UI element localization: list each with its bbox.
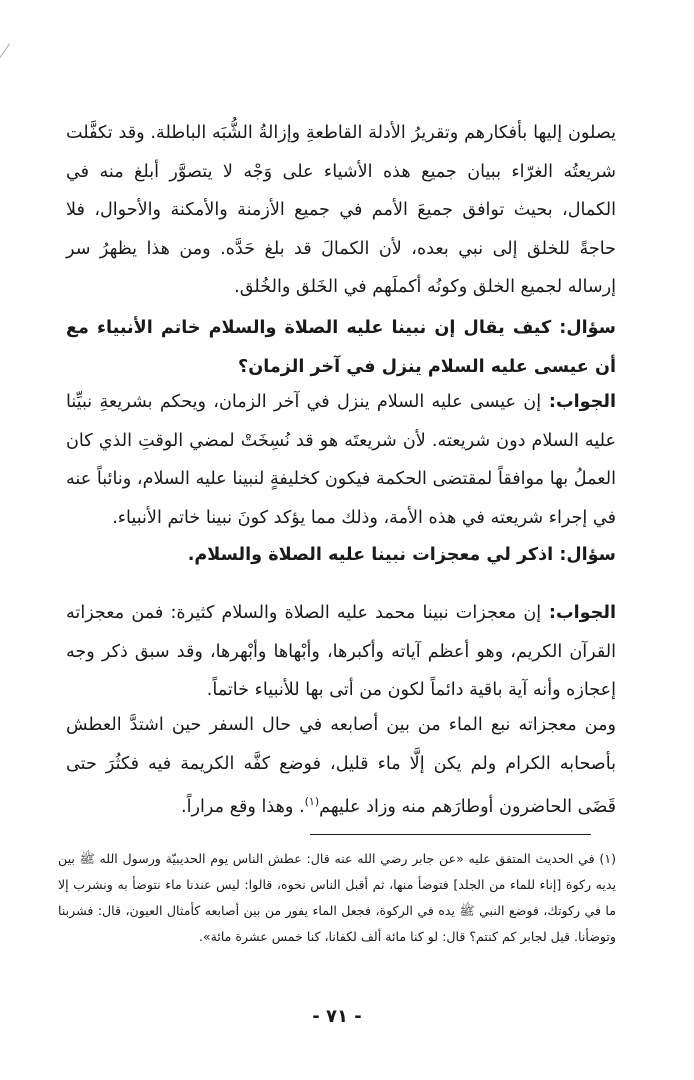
answer-label: الجواب bbox=[555, 392, 616, 412]
question-label: س‍ؤال bbox=[566, 318, 616, 338]
paragraph-text: ومن معجزاته نبع الماء من بين أصابعه في حال السفر حين اشتدَّ العطش بأصحابه الكرام ولم يكن إلَّا ماء قليل، فوضع كفَّه الكريمة فيه فكثُرَ حتى قَضَى الحاضرون أوطارَهم منه وزاد عليهم bbox=[66, 715, 616, 818]
footnote bbox=[58, 846, 616, 950]
answer-text: إن عيسى عليه السلام ينزل في آخر الزمان، ويحكم بشريعةِ نبيِّنا عليه السلام دون شريعته. لأن شريعتَه هو قد نُسِخَتْ لمضي الوقتِ الذي كان العملُ بها موافقاً لمقتضى الحكمة فيكون كخليفةٍ لنبينا عليه السلام، ونائباً عنه في إجراء شريعته في هذه الأمة، وذلك مما يؤكد كونَ نبينا خاتم الأنبياء. bbox=[66, 392, 616, 528]
answer-text: إن معجزات نبينا محمد عليه الصلاة والسلام كثيرة: فمن معجزاته القرآن الكريم، وهو أعظم آياته وأكبرها، وأبْهاها وأبْهرها، وقد سبق ذكر وجه إعجازه وأنه آية باقية دائماً لكون من أتى بها للأنبياء خاتماً. bbox=[66, 603, 616, 701]
intro-text: يصلون إليها بأفكارهم وتقريرُ الأدلة القاطعةِ وإزالةُ الشُّبَه الباطلة. وقد تكفَّلت شريعتُه الغرّاء ببيان جميع هذه الأشياء على وَجْه لا يتصوَّر أبلغ منه في الكمال، بحيث توافق جميعَ الأمم في جميع الأزمنة والأمكنة والأحوال، فلا حاجةً للخلق إلى نبي بعده، لأن الكمالَ قد بلغ حَدَّه. ومن هذا يظهرُ سر إرساله لجميع الخلق وكونُه أكملَهم في الخَلق والخُلق. bbox=[66, 123, 616, 298]
margin-mark bbox=[0, 44, 21, 69]
question-2: س‍ؤال: اذكر لي معجزات نبينا عليه الصلاة والسلام. bbox=[187, 545, 616, 565]
question-text: اذكر لي معجزات نبينا عليه الصلاة والسلام. bbox=[187, 545, 554, 565]
footnote-reference[interactable]: (١) bbox=[304, 795, 320, 809]
footnote-divider bbox=[310, 834, 591, 835]
answer-2: الجواب: إن معجزات نبينا محمد عليه الصلاة والسلام كثيرة: فمن معجزاته القرآن الكريم، وهو أعظم آياته وأكبرها، وأبْهاها وأبْهرها، وقد سبق ذكر وجه إعجازه وأنه آية باقية دائماً لكون من أتى بها للأنبياء خاتماً. bbox=[66, 603, 616, 701]
answer-label: الجواب bbox=[555, 603, 616, 623]
question-1: س‍ؤال: كيف يقال إن نبينا عليه الصلاة والسلام خاتم الأنبياء مع أن عيسى عليه السلام ينزل في آخر الزمان؟ bbox=[66, 318, 616, 377]
footnote-text: (١) في الحديث المتفق عليه «عن جابر رضي الله عنه قال: عطش الناس يوم الحديبيّة ورسول الله ﷺ بين يديه ركوة [إناء للماء من الجلد] فتوضأ منها، ثم أقبل الناس نحوه، قالوا: ليس عندنا ماء نتوضأ به ونشرب إلا ما في ركوتك، فوضع النبي ﷺ يده في الركوة، فجعل الماء يفور من بين أصابعه كأمثال العيون، قال: فشربنا وتوضأنا. قيل لجابر كم كنتم؟ قال: لو كنا مائة ألف لكفانا، كنا خمس عشرة مائة». bbox=[58, 851, 616, 944]
answer-1: الجواب: إن عيسى عليه السلام ينزل في آخر الزمان، ويحكم بشريعةِ نبيِّنا عليه السلام دون شريعته. لأن شريعتَه هو قد نُسِخَتْ لمضي الوقتِ الذي كان العملُ بها موافقاً لمقتضى الحكمة فيكون كخليفةٍ لنبينا عليه السلام، ونائباً عنه في إجراء شريعته في هذه الأمة، وذلك مما يؤكد كونَ نبينا خاتم الأنبياء. bbox=[66, 392, 616, 528]
miracle-water-paragraph bbox=[66, 706, 616, 827]
question-text: كيف يقال إن نبينا عليه الصلاة والسلام خاتم الأنبياء مع أن عيسى عليه السلام ينزل في آخر الزمان؟ bbox=[66, 318, 616, 377]
intro-paragraph bbox=[66, 114, 616, 307]
question-label: س‍ؤال bbox=[566, 545, 616, 565]
page-number: - ٧١ - bbox=[312, 1006, 362, 1027]
paragraph-text-end: . وهذا وقع مراراً. bbox=[181, 797, 305, 818]
